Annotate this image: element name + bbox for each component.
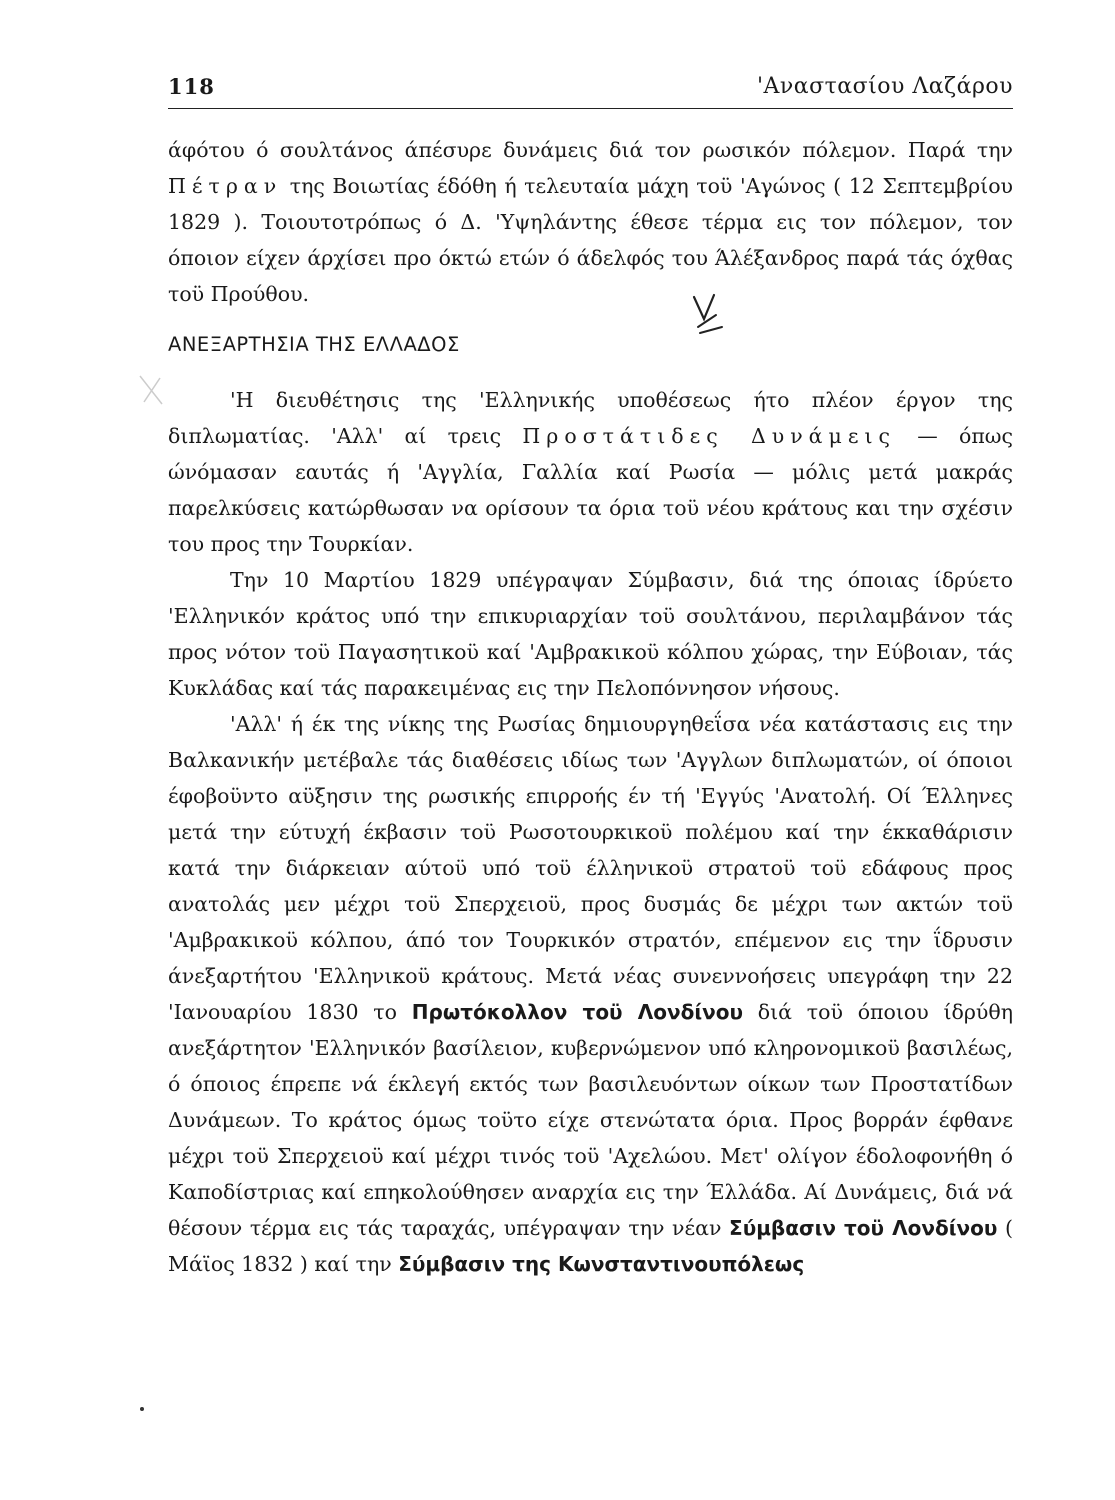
paragraph-1-rest: της Βοιωτίας έδόθη ή τελευταία μάχη τοϋ 'Αγώνος ( 12 Σεπτεμβρίου 1829 ). Τοιουτοτρόπως ό Δ. 'Υψηλάντης έθεσε τέρμα εις τον πόλεμον, τον όποιον είχεν άρχίσει προ όκτώ ετών ό άδελφός του Άλέξανδρος παρά τάς όχθας τοϋ Προύθου. [168,174,1013,306]
running-head: 'Αναστασίου Λαζάρου [756,74,1013,99]
spaced-term-petra: Πέτραν [168,174,283,198]
page-number: 118 [168,74,215,99]
paragraph-2 [168,382,1013,562]
paragraph-4 [168,706,1013,1282]
paragraph-2-rest: — όπως ώνόμασαν εαυτάς ή 'Αγγλία, Γαλλία καί Ρωσία — μόλις μετά μακράς παρελκύσεις κατώρθωσαν να ορίσουν τα όρια τοϋ νέου κράτους και την σχέσιν του προς την Τουρκίαν. [168,424,1013,556]
page-header [168,68,1013,109]
paragraph-4-start: 'Αλλ' ή έκ της νίκης της Ρωσίας δημιουργηθεΐσα νέα κατάστασις εις την Βαλκανικήν μετέβαλε τάς διαθέσεις ιδίως των 'Αγγλων διπλωματών, οί όποιοι έφοβοϋντο αϋξησιν της ρωσικής επιρροής έν τή 'Εγγύς 'Ανατολή. Οί Έλληνες μετά την εύτυχή έκβασιν τοϋ Ρωσοτουρκικοϋ πολέμου καί την έκκαθάρισιν κατά την διάρκειαν αύτοϋ υπό τοϋ έλληνικοϋ στρατοϋ τοϋ εδάφους προς ανατολάς μεν μέχρι τοϋ Σπερχειοϋ, προς δυσμάς δε μέχρι των ακτών τοϋ 'Αμβρακικοϋ κόλπου, άπό τον Τουρκικόν στρατόν, επέμενον εις την ΐδρυσιν άνεξαρτήτου 'Ελληνικοϋ κράτους. Μετά νέας συνεννοήσεις υπεγράφη την 22 'Ιανουαρίου 1830 το [168,712,1013,1024]
spaced-term-protecting-powers: Προστάτιδες Δυνάμεις [522,424,896,448]
stray-dot-icon [138,1405,146,1413]
bold-term-london-convention: Σύμβασιν τοϋ Λονδίνου [729,1216,998,1240]
paragraph-3: Την 10 Μαρτίου 1829 υπέγραψαν Σύμβασιν, διά της όποιας ίδρύετο 'Ελληνικόν κράτος υπό την επικυριαρχίαν τοϋ σουλτάνου, περιλαμβάνον τάς προς νότον τοϋ Παγασητικοϋ καί 'Αμβρακικοϋ κόλπου χώρας, την Εύβοιαν, τάς Κυκλάδας καί τάς παρακειμένας εις την Πελοπόννησον νήσους. [168,568,1013,700]
section-heading: ΑΝΕΞΑΡΤΗΣΙΑ ΤΗΣ ΕΛΛΑΔΟΣ [168,333,460,356]
paragraph-1 [168,132,1013,312]
faint-margin-mark-icon [132,370,172,410]
paragraph-2-start: 'Η διευθέτησις της 'Ελληνικής υποθέσεως ήτο πλέον έργον της διπλωματίας. 'Αλλ' αί τρεις [168,388,1013,448]
paragraph-1-start: άφότου ό σουλτάνος άπέσυρε δυνάμεις διά τον ρωσικόν πόλεμον. Παρά την [168,138,1013,162]
paragraph-4-middle-2: ( Μάϊος 1832 ) καί την [168,1216,1013,1276]
handwritten-check-icon [680,285,740,345]
paragraph-4-middle: διά τοϋ όποιου ίδρύθη ανεξάρτητον 'Ελληνικόν βασίλειον, κυβερνώμενον υπό κληρονομικοϋ βασιλέως, ό όποιος έπρεπε νά έκλεγή εκτός των βασιλευόντων οίκων των Προστατίδων Δυνάμεων. Το κράτος όμως τοϋτο είχε στενώτατα όρια. Προς βορράν έφθανε μέχρι τοϋ Σπερχειοϋ καί μέχρι τινός τοϋ 'Αχελώου. Μετ' ολίγον έδολοφονήθη ό Καποδίστριας καί επηκολούθησεν αναρχία εις την Έλλάδα. Αί Δυνάμεις, διά νά θέσουν τέρμα εις τάς ταραχάς, υπέγραψαν την νέαν [168,1000,1014,1240]
body-text [168,132,1013,1282]
bold-term-constantinople-convention: Σύμβασιν της Κωνσταντινουπόλεως [398,1252,805,1276]
bold-term-london-protocol: Πρωτόκολλον τοϋ Λονδίνου [411,1000,744,1024]
